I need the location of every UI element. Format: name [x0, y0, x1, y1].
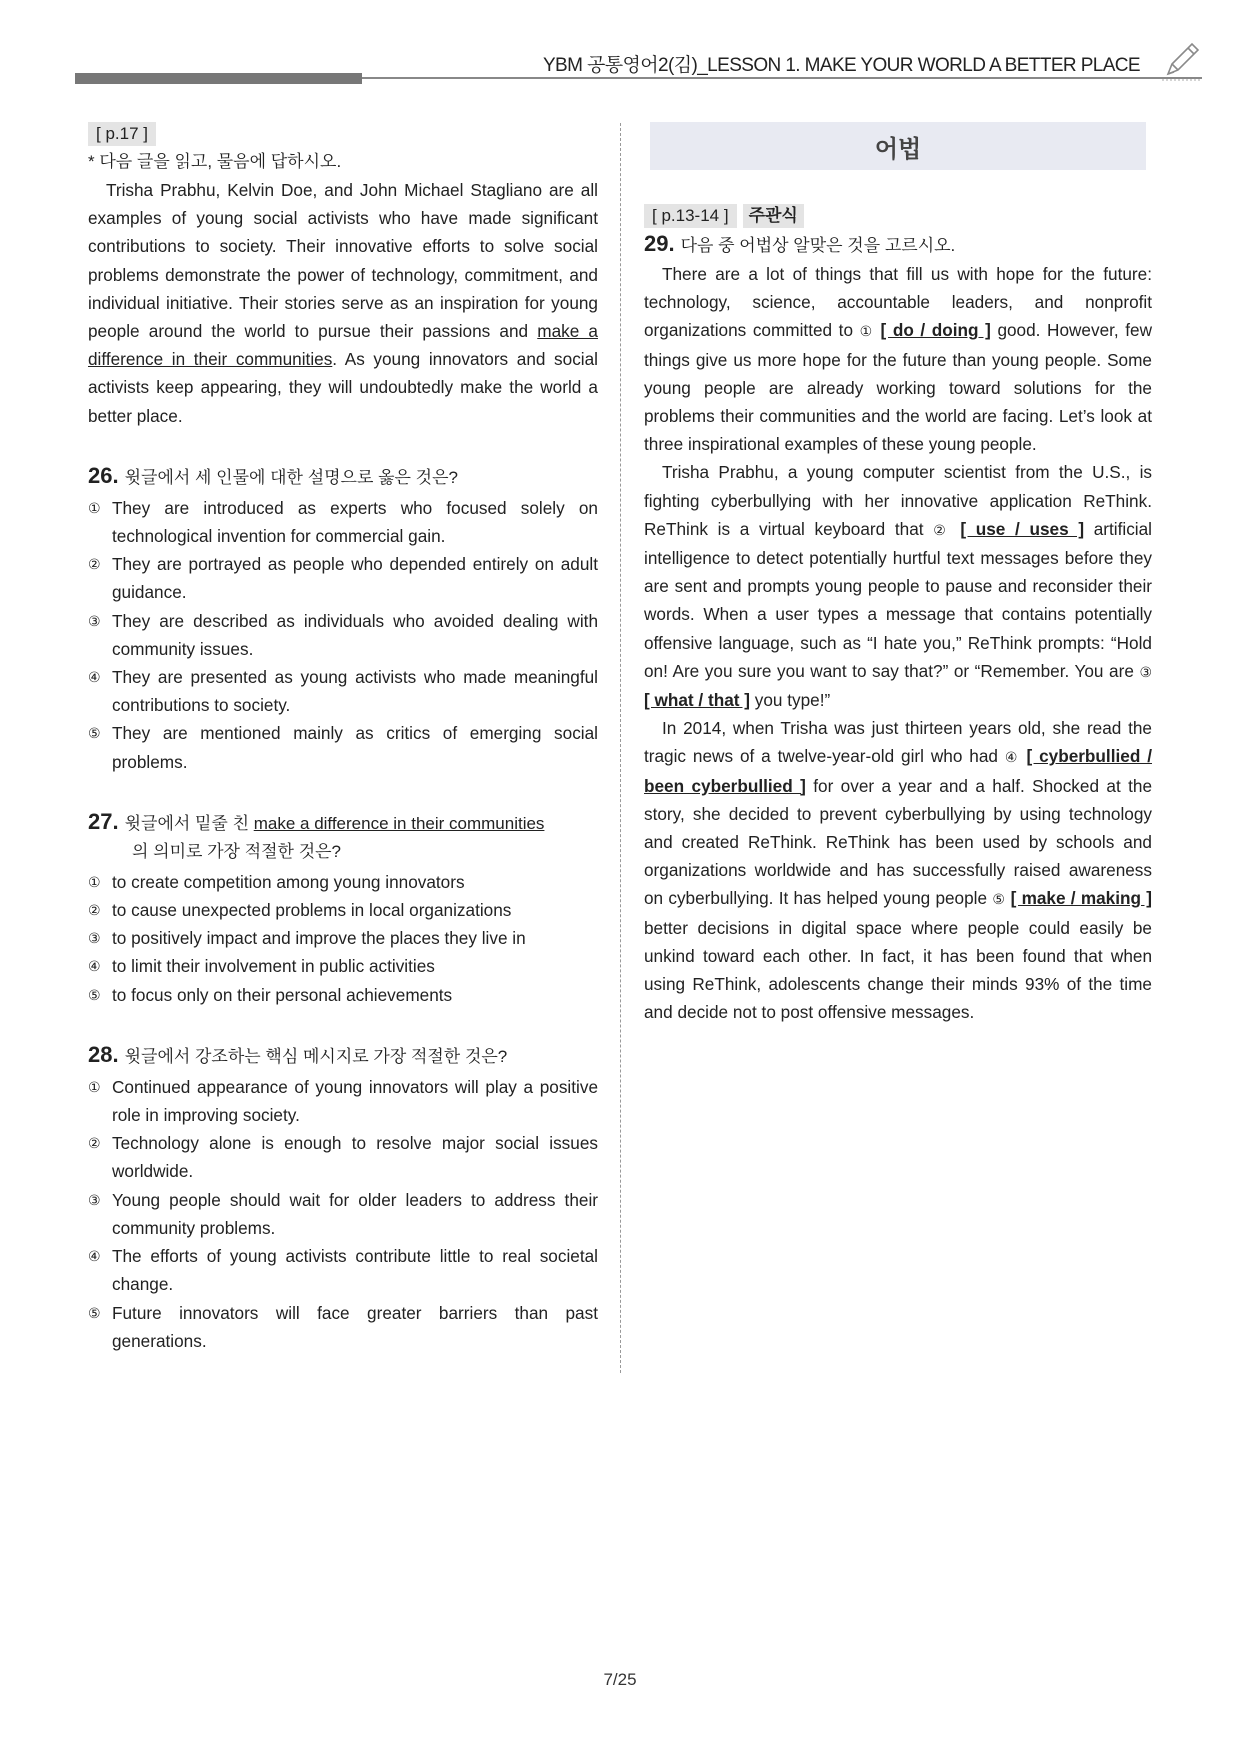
option[interactable]: ④ They are presented as young activists who made meaningful contributions to society. [88, 667, 598, 716]
option[interactable]: ③ Young people should wait for older leaders to address their community problems. [88, 1189, 598, 1238]
question-29-prompt: 29. 다음 중 어법상 알맞은 것을 고르시오. [644, 231, 956, 256]
option[interactable]: ④ to limit their involvement in public activities [88, 956, 435, 977]
document-header-title: YBM 공통영어2(김)_LESSON 1. MAKE YOUR WORLD A BETTER PLACE [542, 55, 1140, 76]
reading-passage: Trisha Prabhu, Kelvin Doe, and John Michael Stagliano are all examples of young social activists who have made significant contributions to society. Their innovative efforts to solve social problems demonstrate the power of technology, commitment, and individual initiative. Their stories serve as an inspiration for young people around the world to pursue their passions and make a difference in their communities. As young innovators and social activists keep appearing, they will undoubtedly make the world a better place. [88, 180, 598, 426]
grammar-passage-paragraph-1: There are a lot of things that fill us with hope for the future: technology, science, accountable leaders, and nonprofit organizations committed to ① [ do / doing ] good. However, few things give us more hope for the future than young people. Some young people are already working toward solutions for the problems their communities and the world are facing. Let’s look at three inspirational examples of these young people. [644, 264, 1153, 455]
question-type-badge: 주관식 [743, 204, 804, 228]
header-rule-thin [362, 77, 1202, 79]
grammar-choice-2[interactable]: [ use / uses ] [960, 518, 1085, 539]
option[interactable]: ④ The efforts of young activists contribute little to real societal change. [88, 1246, 598, 1295]
left-column [88, 122, 598, 1355]
option[interactable]: ⑤ They are mentioned mainly as critics of emerging social problems. [88, 723, 598, 772]
grammar-choice-5[interactable]: [ make / making ] [1010, 888, 1152, 909]
question-28-options [88, 1073, 598, 1355]
option[interactable]: ③ to positively impact and improve the places they live in [88, 928, 526, 949]
section-title: 어법 [650, 122, 1146, 170]
reading-instruction: * 다음 글을 읽고, 물음에 답하시오. [88, 152, 342, 171]
grammar-choice-3[interactable]: [ what / that ] [644, 690, 750, 711]
question-number: 29. [644, 231, 675, 256]
right-column [644, 122, 1152, 1026]
option[interactable]: ⑤ Future innovators will face greater barriers than past generations. [88, 1302, 598, 1351]
question-number: 26. [88, 462, 119, 488]
option[interactable]: ① Continued appearance of young innovators will play a positive role in improving society. [88, 1076, 598, 1126]
question-26-options [88, 494, 598, 776]
question-28-prompt: 28. 윗글에서 강조하는 핵심 메시지로 가장 적절한 것은? [88, 1041, 508, 1067]
option[interactable]: ③ They are described as individuals who avoided dealing with community issues. [88, 610, 598, 659]
grammar-passage-paragraph-2: Trisha Prabhu, a young computer scientist from the U.S., is fighting cyberbullying with her innovative application ReThink. ReThink is a virtual keyboard that ② [ use / uses ] artificial intelligence to detect potentially hurtful text messages before they are sent and prompts young people to pause and reconsider their words. When a user types a message that contains potentially offensive language, such as “I hate you,” ReThink prompts: “Hold on! Are you sure you want to say that?” or “Remember. You are ③ [ what / that ] you type!” [644, 462, 1152, 711]
option[interactable]: ① They are introduced as experts who focused solely on technological invention for commercial gain. [88, 497, 598, 547]
grammar-passage-paragraph-3: In 2014, when Trisha was just thirteen years old, she read the tragic news of a twelve-year-old girl who had ④ [ cyberbullied / been cyberbullied ] for over a year and a half. Shocked at the story, she decided to prevent cyberbullying by using technology and created ReThink. ReThink has been used by schools and organizations worldwide and has successfully raised awareness on cyberbullying. It has helped young people ⑤ [ make / making ] better decisions in digital space where people could easily be unkind toward each other. In fact, it has been found that when using ReThink, adolescents change their minds 93% of the time and decide not to post offensive messages. [644, 718, 1153, 1023]
option[interactable]: ⑤ to focus only on their personal achievements [88, 984, 453, 1005]
question-26-prompt: 26. 윗글에서 세 인물에 대한 설명으로 옳은 것은? [88, 462, 458, 488]
question-27-options [88, 868, 598, 1009]
option[interactable]: ② They are portrayed as people who depended entirely on adult guidance. [88, 554, 598, 603]
column-divider [620, 123, 621, 1373]
header-rule-thick [75, 73, 362, 84]
page-reference: [ p.17 ] [88, 122, 156, 146]
underlined-phrase: make a difference in their communities [88, 321, 598, 370]
grammar-choice-4[interactable]: [ cyberbullied / been cyberbullied ] [644, 746, 1152, 796]
option[interactable]: ① to create competition among young innovators [88, 871, 465, 892]
option[interactable]: ② to cause unexpected problems in local organizations [88, 900, 512, 921]
question-27-prompt: 27. 윗글에서 밑줄 친 make a difference in their communities 의 의미로 가장 적절한 것은? [88, 808, 545, 861]
page-reference: [ p.13-14 ] [644, 204, 737, 228]
question-number: 27. [88, 808, 119, 834]
page-number: 7/25 [603, 1670, 637, 1689]
grammar-choice-1[interactable]: [ do / doing ] [880, 320, 991, 341]
question-number: 28. [88, 1041, 119, 1067]
option[interactable]: ② Technology alone is enough to resolve major social issues worldwide. [88, 1133, 598, 1182]
